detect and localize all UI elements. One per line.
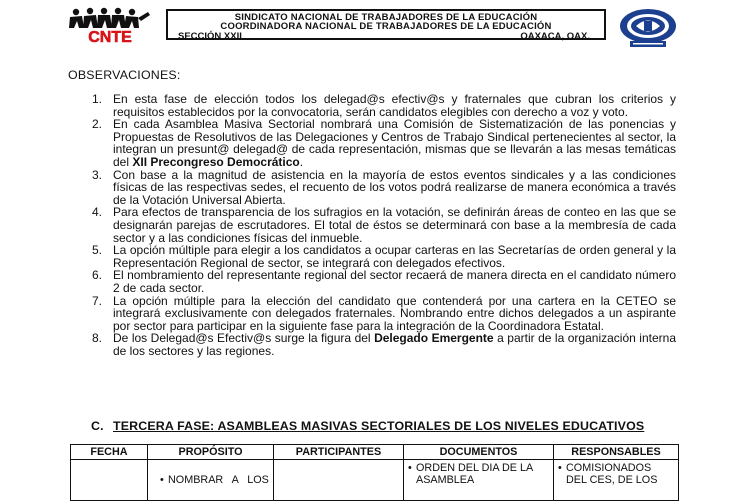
cnte-logo: [62, 6, 158, 44]
phase-table: [70, 444, 679, 501]
cnte-people-logo-icon: [62, 6, 158, 44]
observation-number: 6.: [92, 268, 103, 283]
observations-list: [92, 92, 676, 358]
bullet-icon: •: [558, 462, 562, 474]
observation-number: 5.: [92, 243, 103, 258]
observation-text-end: a partir de la organización interna de los sectores y las regiones.: [113, 331, 676, 358]
observation-number: 3.: [92, 167, 103, 182]
cell-documentos: [404, 460, 554, 501]
observations-title: OBSERVACIONES:: [68, 68, 181, 82]
column-header-documentos: DOCUMENTOS: [404, 445, 554, 460]
observation-number: 4.: [92, 205, 103, 220]
observation-text: La opción múltiple para la elección del candidato que contenderá por una cartera en la CETEO se integrará exclusivamente con delegados fraternales. Nombrando entre dichos delegados a un aspirante por sector para participar en la siguiente fase para la integración de la Coordinadora Estatal.: [113, 293, 676, 333]
cell-proposito: [148, 460, 274, 501]
observation-text: De los Delegad@s Efectiv@s surge la figura del: [113, 331, 375, 346]
observation-item-6: [92, 268, 676, 295]
observation-item-3: [92, 167, 676, 207]
snte-seal-logo-icon: [616, 7, 680, 49]
column-header-fecha: FECHA: [71, 445, 148, 460]
observation-item-4: [92, 205, 676, 245]
column-header-proposito: PROPÓSITO: [148, 445, 274, 460]
table-row: [71, 460, 679, 501]
delegado-emergente: Delegado Emergente: [374, 331, 494, 346]
section-title: TERCERA FASE: ASAMBLEAS MASIVAS SECTORIALES DE LOS NIVELES EDUCATIVOS: [113, 419, 645, 433]
observation-item-2: [92, 117, 676, 169]
precongreso-name: XII Precongreso Democrático: [132, 154, 300, 169]
header-title-box: [166, 9, 606, 40]
header-location-line: [168, 32, 604, 41]
observation-number: 8.: [92, 331, 103, 346]
bullet-icon: •: [160, 474, 164, 486]
cell-fecha: [71, 460, 148, 501]
seccion22-seal: [616, 7, 680, 49]
table-header-row: [71, 445, 679, 460]
observation-text: El nombramiento del representante regional del sector recaerá de manera directa en el candidato número 2 de cada sector.: [113, 268, 676, 295]
section-letter: C.: [91, 419, 104, 433]
observation-text: Para efectos de transparencia de los sufragios en la votación, se definirán áreas de conteo en las que se designarán parejas de escrutadores. El total de éstos se determinará con base a la membresía de cada sector y a las condiciones físicas del inmueble.: [113, 205, 676, 245]
header-coordinator-name: COORDINADORA NACIONAL DE TRABAJADORES DE LA EDUCACIÓN: [220, 21, 552, 33]
list-item: [152, 460, 269, 486]
section-heading: [91, 419, 644, 433]
observation-item-1: [92, 92, 676, 119]
cell-text: NOMBRAR A LOS: [168, 474, 269, 486]
bullet-icon: •: [408, 462, 412, 474]
cell-text: COMISIONADOS DEL CES, DE LOS: [566, 462, 658, 486]
column-header-responsables: RESPONSABLES: [554, 445, 679, 460]
observation-text-end: .: [299, 154, 304, 169]
header-city: OAXACA, OAX.: [520, 30, 590, 42]
header-section: SECCIÓN XXII: [178, 30, 242, 42]
observation-number: 7.: [92, 293, 103, 308]
cnte-logo-text: CNTE: [88, 29, 132, 44]
observation-text: En cada Asamblea Masiva Sectorial nombrará una Comisión de Sistematización de las ponencias y Propuestas de Resolutivos de las Delegaciones y Centros de Trabajo Sindical pertenecientes al sector, la integran un presunt@ delegad@ de cada representación, mismas que se llevarán a las mesas temáticas del: [113, 117, 676, 169]
observation-text: La opción múltiple para elegir a los candidatos a ocupar carteras en las Secretarías de orden general y la Representación Regional de sector, se integrará con delegados efectivos.: [113, 243, 676, 270]
cell-text: ORDEN DEL DIA DE LA ASAMBLEA: [416, 462, 533, 486]
observation-item-5: [92, 243, 676, 270]
observation-number: 1.: [92, 92, 103, 106]
header-union-name: SINDICATO NACIONAL DE TRABAJADORES DE LA EDUCACIÓN: [234, 12, 538, 23]
observation-text: En esta fase de elección todos los delegad@s efectiv@s y fraternales que cubran los criterios y requisitos establecidos por la convocatoria, serán candidatos elegibles con derecho a voz y voto.: [113, 92, 676, 119]
observation-item-7: [92, 293, 676, 333]
cell-responsables: [554, 460, 679, 501]
observation-item-8: [92, 331, 676, 358]
list-item: [558, 460, 674, 486]
observation-number: 2.: [92, 117, 103, 132]
cell-participantes: [274, 460, 404, 501]
list-item: [408, 460, 549, 486]
observation-text: Con base a la magnitud de asistencia en la mayoría de estos eventos sindicales y a las condiciones físicas de las respectivas sedes, el recuento de los votos podrá realizarse de manera económica a través de la Votación Universal Abierta.: [113, 167, 676, 207]
column-header-participantes: PARTICIPANTES: [274, 445, 404, 460]
